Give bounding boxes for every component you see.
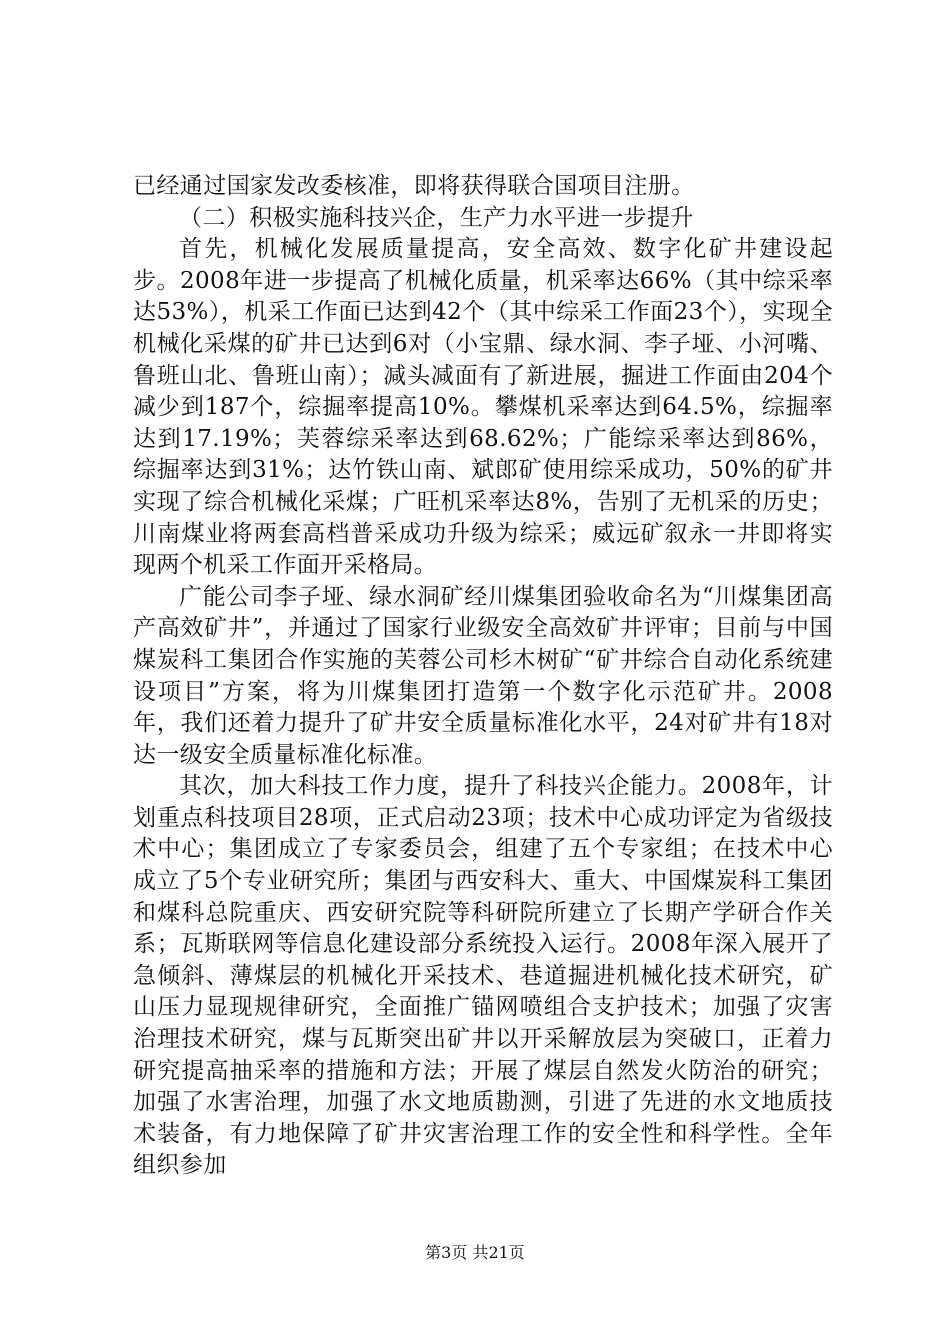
section-heading: （二）积极实施科技兴企，生产力水平进一步提升	[179, 204, 694, 231]
paragraph-1: 已经通过国家发改委核准，即将获得联合国项目注册。	[133, 173, 695, 199]
page-number: 第3页 共21页	[425, 1243, 525, 1262]
paragraph-guangneng: 广能公司李子垭、绿水洞矿经川煤集团验收命名为“川煤集团高产高效矿井”，并通过了国家行业级安全高效矿井评审；目前与中国煤炭科工集团合作实施的芙蓉公司杉木树矿“矿井综合自动化系统建设项目”方案，将为川煤集团打造第一个数字化示范矿井。2008年，我们还着力提升了矿井安全质量标准化水平，24对矿井有18对达一级安全质量标准化标准。	[133, 583, 833, 768]
page-footer	[0, 1243, 950, 1263]
paragraph-mechanization: 首先，机械化发展质量提高，安全高效、数字化矿井建设起步。2008年进一步提高了机械化质量，机采率达66%（其中综采率达53%），机采工作面已达到42个（其中综采工作面23个），实现全机械化采煤的矿井已达到6对（小宝鼎、绿水洞、李子垭、小河嘴、鲁班山北、鲁班山南）；减头减面有了新进展，掘进工作面由204个减少到187个，综掘率提高10%。攀煤机采率达到64.5%，综掘率达到17.19%；芙蓉综采率达到68.62%；广能综采率达到86%，综掘率达到31%；达竹铁山南、斌郎矿使用综采成功，50%的矿井实现了综合机械化采煤；广旺机采率达8%，告别了无机采的历史；川南煤业将两套高档普采成功升级为综采；威远矿叙永一井即将实现两个机采工作面开采格局。	[133, 236, 833, 579]
body-text	[133, 171, 833, 1182]
paragraph-technology: 其次，加大科技工作力度，提升了科技兴企能力。2008年，计划重点科技项目28项，正式启动23项；技术中心成功评定为省级技术中心；集团成立了专家委员会，组建了五个专家组；在技术中心成立了5个专业研究所；集团与西安科大、重大、中国煤炭科工集团和煤科总院重庆、西安研究院等科研院所建立了长期产学研合作关系；瓦斯联网等信息化建设部分系统投入运行。2008年深入展开了急倾斜、薄煤层的机械化开采技术、巷道掘进机械化技术研究，矿山压力显现规律研究，全面推广锚网喷组合支护技术；加强了灾害治理技术研究，煤与瓦斯突出矿井以开采解放层为突破口，正着力研究提高抽采率的措施和方法；开展了煤层自然发火防治的研究；加强了水害治理，加强了水文地质勘测，引进了先进的水文地质技术装备，有力地保障了矿井灾害治理工作的安全性和科学性。全年组织参加	[133, 773, 833, 1179]
